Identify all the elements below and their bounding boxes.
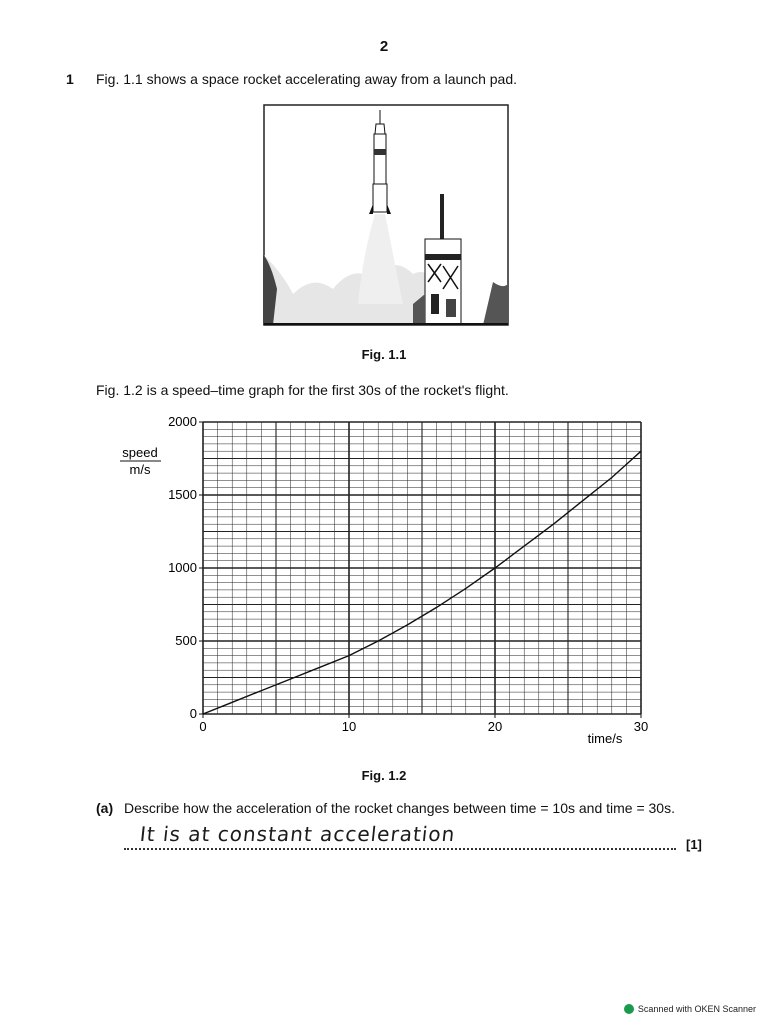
y-tick-label: 1500 [168,487,197,502]
y-tick-label: 0 [189,706,197,721]
x-tick-label: 30 [633,719,649,734]
x-tick-label: 0 [199,719,207,734]
scanner-watermark [624,1004,756,1014]
y-tick-label: 2000 [168,414,197,429]
part-a-label: (a) [96,800,114,816]
fig-1-2-caption: Fig. 1.2 [361,768,407,783]
scanner-logo-icon [624,1004,634,1014]
y-tick-label: 1000 [168,560,197,575]
scanner-text: Scanned with OKEN Scanner [637,1004,756,1014]
y-axis-label-bottom: m/s [129,462,151,477]
fig-1-1-caption: Fig. 1.1 [361,347,407,362]
page-number: 2 [379,38,389,55]
y-tick-label: 500 [175,633,197,648]
x-tick-label: 10 [341,719,357,734]
handwritten-answer: It is at constant acceleration [138,822,457,846]
rocket-launch-image [263,104,509,326]
marks-indicator: [1] [686,837,702,852]
speed-time-graph [0,410,768,760]
x-axis-label: time/s [587,731,623,746]
part-a-question: Describe how the acceleration of the rocket changes between time = 10s and time = 30s. [124,800,675,816]
question-number: 1 [66,71,74,87]
y-axis-label-top: speed [122,445,158,460]
x-tick-label: 20 [487,719,503,734]
graph-intro: Fig. 1.2 is a speed–time graph for the first 30s of the rocket's flight. [96,382,509,398]
question-intro: Fig. 1.1 shows a space rocket accelerating away from a launch pad. [96,71,517,87]
